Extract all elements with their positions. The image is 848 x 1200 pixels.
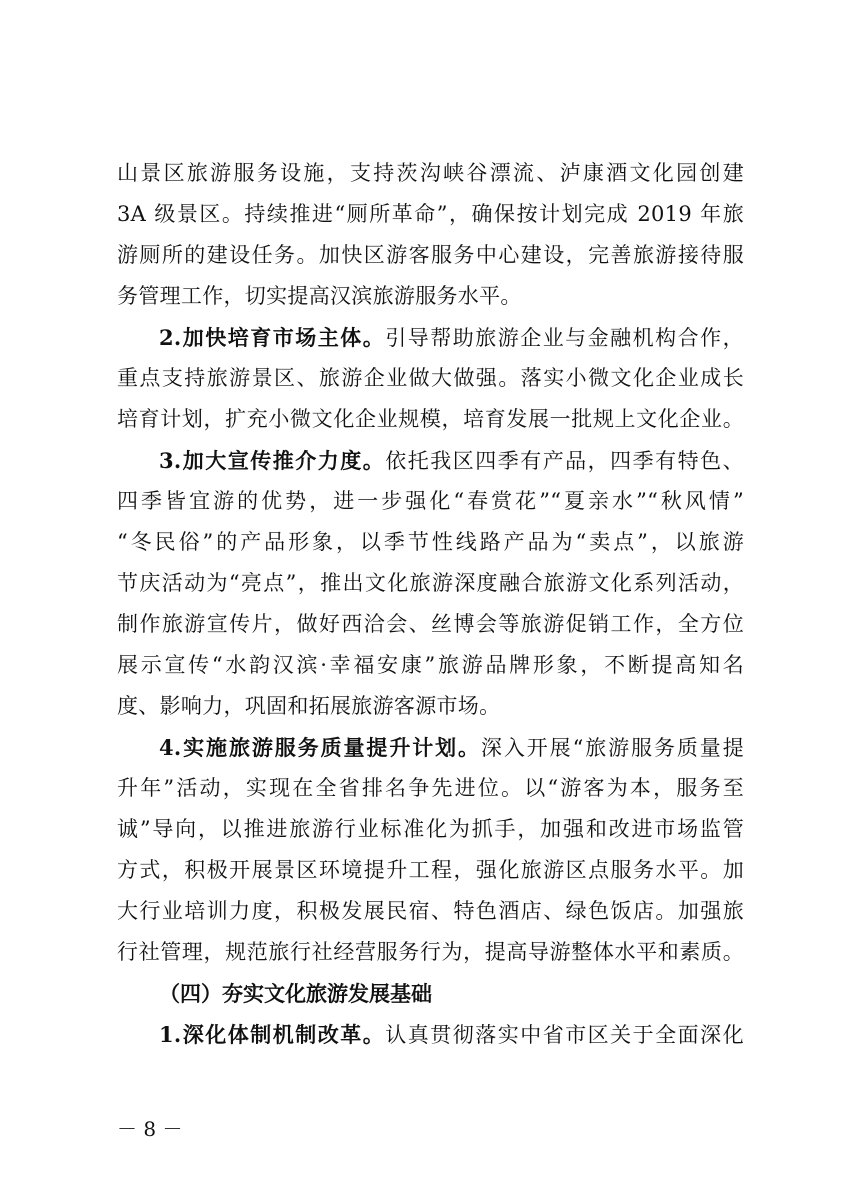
body-line: 诚”导向，以推进旅游行业标准化为抓手，加强和改进市场监管: [117, 817, 744, 841]
body-line: 游厕所的建设任务。加快区游客服务中心建设，完善旅游接待服: [117, 243, 744, 267]
paragraph-first-line: [117, 440, 744, 481]
body-line: 方式，积极开展景区环境提升工程，强化旅游区点服务水平。加: [117, 858, 744, 882]
body-line: 山景区旅游服务设施，支持茨沟峡谷漂流、泸康酒文化园创建: [117, 161, 744, 185]
paragraph-heading: 1.深化体制机制改革。: [159, 1022, 386, 1047]
body-line: 制作旅游宣传片，做好西洽会、丝博会等旅游促销工作，全方位: [117, 612, 744, 636]
paragraph-text: 深入开展“旅游服务质量提: [480, 736, 744, 760]
body-line: “冬民俗”的产品形象，以季节性线路产品为“卖点”，以旅游: [117, 530, 744, 554]
page-number: － 8 －: [117, 1117, 183, 1141]
body-line: 重点支持旅游景区、旅游企业做大做强。落实小微文化企业成长: [117, 366, 744, 390]
body-line: 行社管理，规范旅行社经营服务行为，提高导游整体水平和素质。: [117, 940, 744, 964]
section-heading: （四）夯实文化旅游发展基础: [159, 981, 432, 1006]
body-line: 大行业培训力度，积极发展民宿、特色酒店、绿色饭店。加强旅: [117, 899, 744, 923]
paragraph-heading: 2.加快培育市场主体。: [159, 325, 386, 350]
paragraph-text: 认真贯彻落实中省市区关于全面深化: [385, 1023, 744, 1047]
paragraph-first-line: [117, 727, 744, 768]
paragraph-text: 引导帮助旅游企业与金融机构合作，: [385, 326, 744, 350]
paragraph-heading: 4.实施旅游服务质量提升计划。: [159, 735, 481, 760]
paragraph-heading: 3.加大宣传推介力度。: [159, 448, 386, 473]
paragraph-text: 依托我区四季有产品，四季有特色、: [385, 449, 744, 473]
body-line: 培育计划，扩充小微文化企业规模，培育发展一批规上文化企业。: [117, 407, 744, 431]
body-line: 务管理工作，切实提高汉滨旅游服务水平。: [117, 284, 522, 308]
body-line: 节庆活动为“亮点”，推出文化旅游深度融合旅游文化系列活动，: [117, 571, 744, 595]
body-line: 3A 级景区。持续推进“厕所革命”，确保按计划完成 2019 年旅: [117, 202, 744, 226]
page-body: [117, 153, 744, 1055]
body-line: 展示宣传“水韵汉滨·幸福安康”旅游品牌形象，不断提高知名: [117, 653, 744, 677]
body-line: 度、影响力，巩固和拓展旅游客源市场。: [117, 694, 501, 718]
paragraph-first-line: [117, 1014, 744, 1055]
paragraph-first-line: [117, 317, 744, 358]
body-line: 四季皆宜游的优势，进一步强化“春赏花”“夏亲水”“秋风情”: [117, 489, 744, 513]
body-line: 升年”活动，实现在全省排名争先进位。以“游客为本，服务至: [117, 776, 744, 800]
